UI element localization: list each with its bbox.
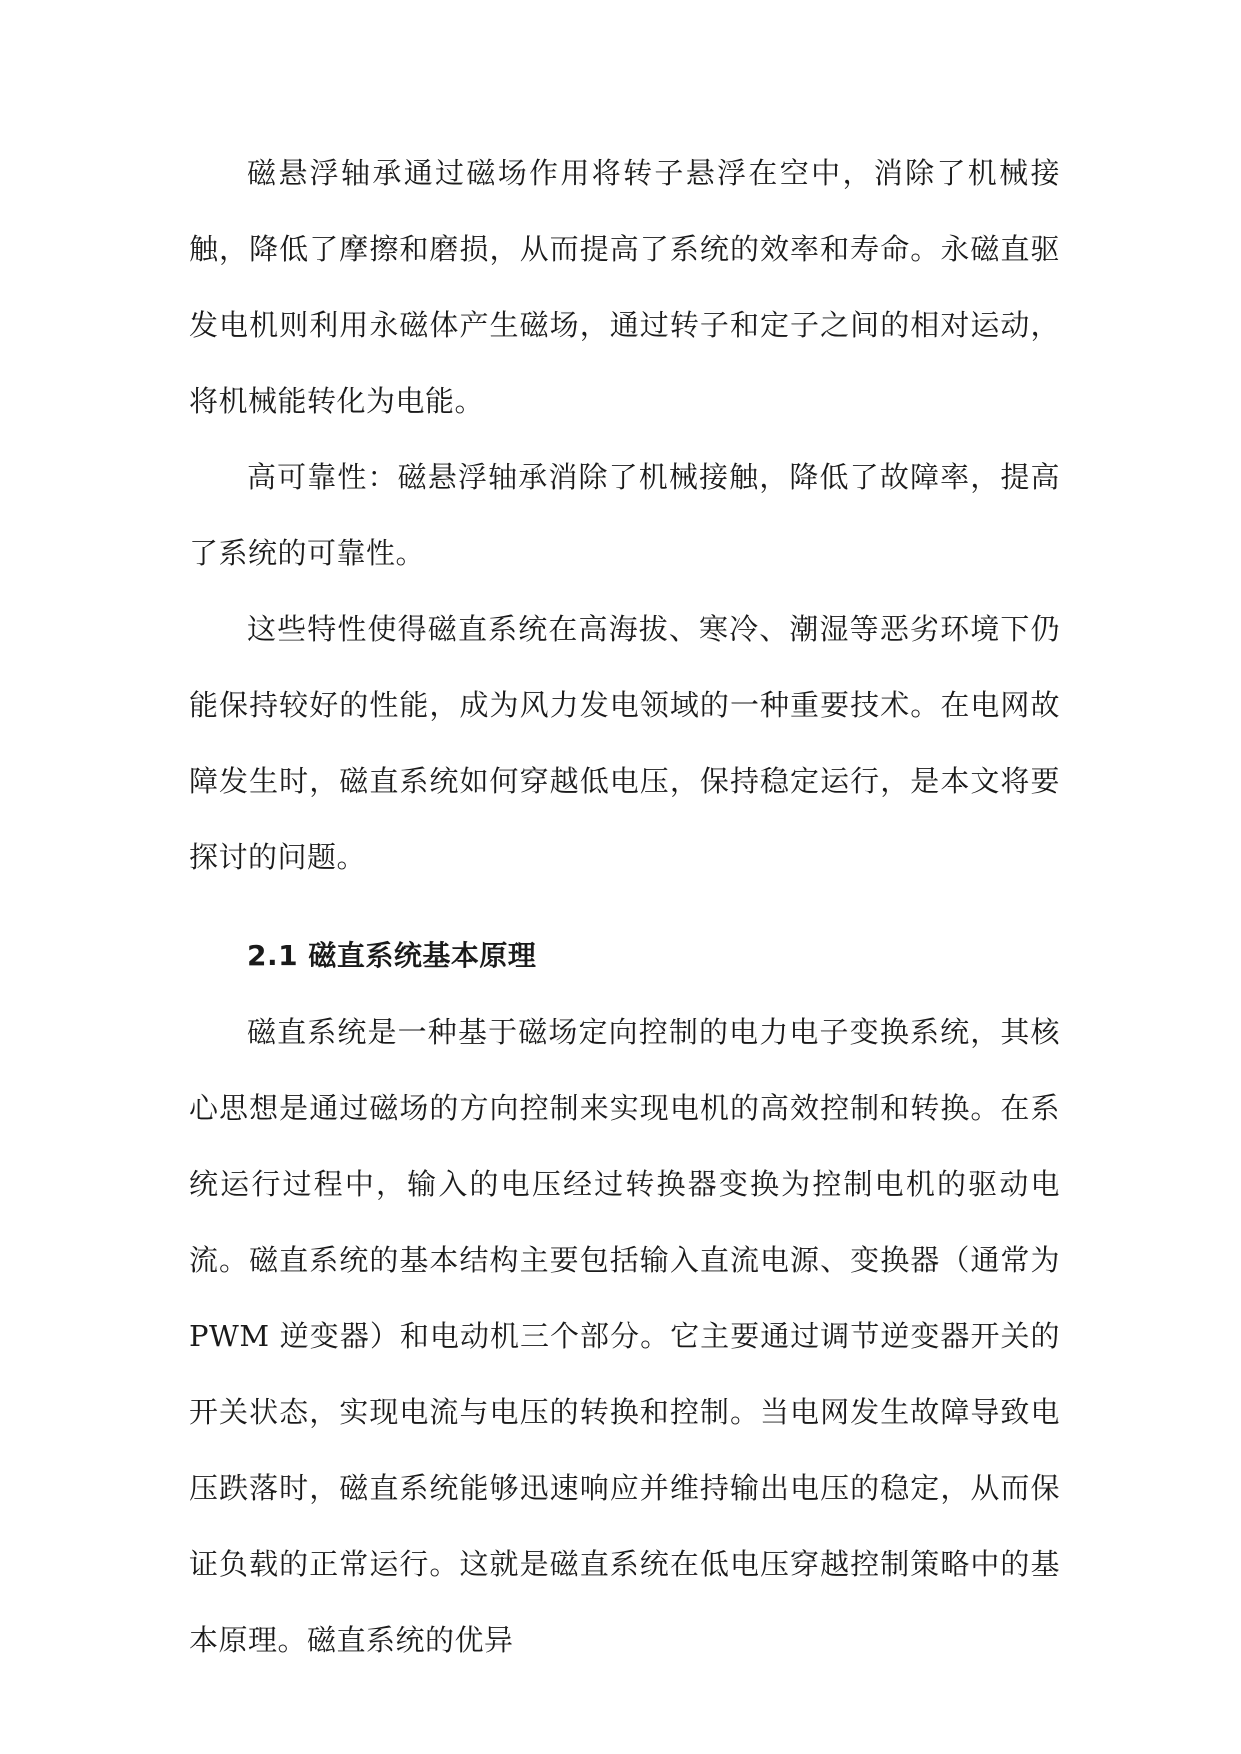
paragraph-high-reliability: 高可靠性：磁悬浮轴承消除了机械接触，降低了故障率，提高了系统的可靠性。 — [189, 460, 1060, 570]
paragraph-maglev-bearing: 磁悬浮轴承通过磁场作用将转子悬浮在空中，消除了机械接触，降低了摩擦和磨损，从而提高了系统的效率和寿命。永磁直驱发电机则利用永磁体产生磁场，通过转子和定子之间的相对运动，将机械能转化为电能。 — [189, 156, 1060, 418]
body-text-upper — [189, 135, 1060, 895]
paragraph-basic-principle: 磁直系统是一种基于磁场定向控制的电力电子变换系统，其核心思想是通过磁场的方向控制来实现电机的高效控制和转换。在系统运行过程中，输入的电压经过转换器变换为控制电机的驱动电流。磁直系统的基本结构主要包括输入直流电源、变换器（通常为 PWM 逆变器）和电动机三个部分。它主要通过调节逆变器开关的开关状态，实现电流与电压的转换和控制。当电网发生故障导致电压跌落时，磁直系统能够迅速响应并维持输出电压的稳定，从而保证负载的正常运行。这就是磁直系统在低电压穿越控制策略中的基本原理。磁直系统的优异 — [189, 1015, 1060, 1657]
paragraph-environment-performance: 这些特性使得磁直系统在高海拔、寒冷、潮湿等恶劣环境下仍能保持较好的性能，成为风力发电领域的一种重要技术。在电网故障发生时，磁直系统如何穿越低电压，保持稳定运行，是本文将要探讨的问题。 — [189, 612, 1060, 874]
body-text-lower — [189, 918, 1060, 1678]
section-heading: 2.1 磁直系统基本原理 — [247, 939, 537, 972]
